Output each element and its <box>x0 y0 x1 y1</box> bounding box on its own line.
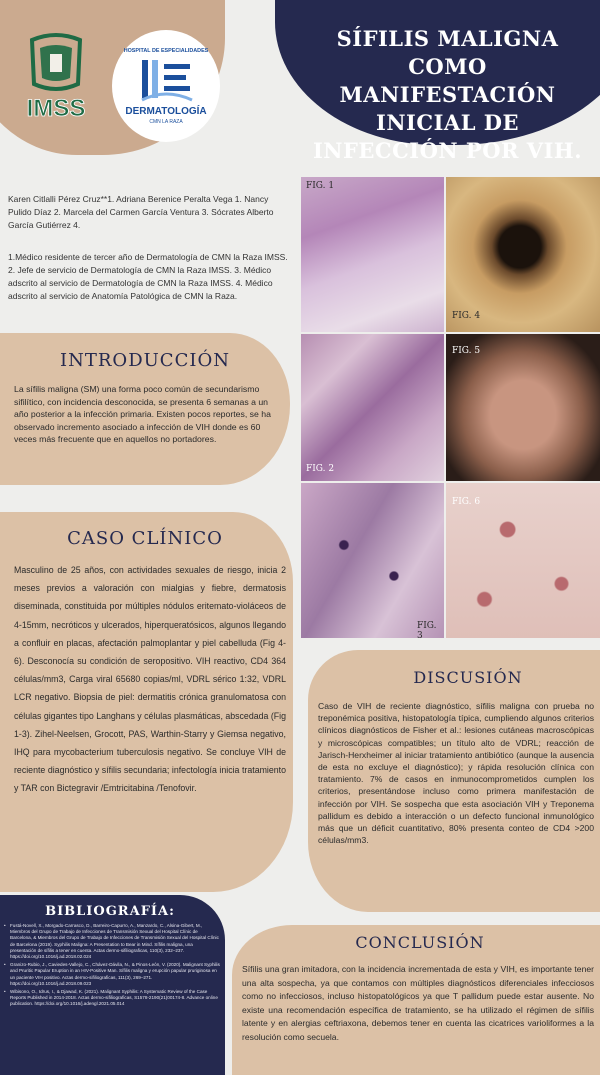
derm-logo-top-text: HOSPITAL DE ESPECIALIDADES <box>123 48 209 54</box>
derm-logo-main-text: DERMATOLOGÍA <box>125 106 207 117</box>
discusion-heading: DISCUSIÓN <box>413 668 523 687</box>
caso-clinico-heading: CASO CLÍNICO <box>67 528 223 549</box>
dermatologia-logo <box>112 30 220 142</box>
introduccion-heading: INTRODUCCIÓN <box>60 350 230 371</box>
figure-5-label: FIG. 5 <box>452 346 481 356</box>
conclusion-text: Sífilis una gran imitadora, con la incidencia incrementada de esta y VIH, es importante tener una alta sospecha, ya que contamos con múltiples diagnósticos diferenciales infecciosos como no infecciosos, incluso histopatológicos ya que T pallidum puede estar ausente. No existe una recomendación específica de tratamiento, se ha utilizado el régimen de sífilis latente y en alergias ceftriaxona, debemos tener en cuenta las cicatrices varioliformes a la resolución como secuela. <box>242 964 594 1042</box>
caso-clinico-text: Masculino de 25 años, con actividades sexuales de riesgo, inicia 2 meses previos a valoración con mialgias y fiebre, dermatosis diseminada, constituida por múltiples nódulos eritemato-violáceos de 4-15mm, necróticos y ulcerados, hiperqueratósicos, algunos llegando a confluir en placas, afectación palmoplantar y piel cabelluda (Fig 4-6). Desconocía su condición de seropositivo. VIH reactivo, CD4 364 células/mm3, Carga viral 65680 copias/ml, VDRL sérico 1:32, VDRL LCR negativo. Biopsia de piel: dermatitis crónica granulomatosa con células gigantes tipo Langhans y células plasmáticas, abscedada (Fig 1-3). Zihel-Neelsen, Grocott, PAS, Warthin-Starry y Giemsa negativo, IHQ para mycobacterium tuberculosis negativo. Se concluye VIH de reciente diagnóstico y sífilis secundaria; infectología inicia tratamiento y TAR con Bictegravir /Emtricitabina /Tenofovir. <box>14 565 286 794</box>
figure-3-label: FIG. 3 <box>417 621 437 638</box>
figure-3-histology <box>301 483 444 638</box>
reference-item: • Wibisono, O., Idrus, I., & Djawad, K. (2021). Malignant Syphilis: A Systematic Review of the Case Reports Published in 2014-2018. Actas dermo-sifiliograficas, S1578-2190(21)00174-8. Advance online publication. https://doi.org/10.1016/j.adengl.2021.05.014 <box>4 989 220 1008</box>
conclusion-heading: CONCLUSIÓN <box>355 933 485 952</box>
reference-item: • Fustá-Novell, X., Morgado-Carrasco, D., Barreiro-Capurro, A., Manzardo, C., Alsina-Gibert, M., Miembros del Grupo de Trabajo de Infecciones de Transmisión Sexual del Hospital Clínic de Barcelona, & Miembros del Grupo de Trabajo de Infecciones de Transmisión Sexual del Hospital Clínic de Barcelona (2019). Syphilis Maligna: A Presentation to Bear in Mind. Sífilis maligna, una presentación de sífilis a tener en cuenta. Actas dermo-sifiliograficas, 110(3), 232–237. https://doi.org/10.1016/j.ad.2018.02.024 <box>4 923 220 960</box>
authors: Karen Citlalli Pérez Cruz**1. Adriana Berenice Peralta Vega 1. Nancy Pulido Díaz 2. Marcela del Carmen García Ventura 3. Sócrates Alberto García Gutiérrez 4. <box>8 194 274 230</box>
imss-logo-text: IMSS <box>26 95 86 122</box>
bibliografia-heading: BIBLIOGRAFÍA: <box>45 904 175 919</box>
figure-2-histology <box>301 334 444 481</box>
derm-logo-sub-text: CMN LA RAZA <box>149 119 183 125</box>
reference-item: • Granizo-Rubio, J., Caviedes-Vallejo, C., Chávez-Dávila, N., & Pinos-León, V. (2020). Malignant Syphilis and Pruritic Papular Eruption in an HIV-Positive Man. Sífilis maligna y erupción papular pruriginosa en un paciente VIH positivo. Actas dermo-sifiliograficas, 111(3), 269–271. https://doi.org/10.1016/j.ad.2018.09.023 <box>4 962 220 987</box>
figure-6-label: FIG. 6 <box>452 497 481 507</box>
figure-2-label: FIG. 2 <box>306 464 335 474</box>
poster-title: SÍFILIS MALIGNA COMO MANIFESTACIÓN INICIAL DE INFECCIÓN POR VIH. <box>312 26 583 163</box>
figure-6-skin-photo <box>446 483 600 638</box>
bibliografia-list <box>4 923 220 1010</box>
introduccion-text: La sífilis maligna (SM) una forma poco común de secundarismo sifilítico, con incidencia desconocida, se presenta 6 semanas a un año posterior a la infección primaria. Existen pocos reportes, se ha observado incremento asociado a infección de VIH donde es 60 veces más frecuente que en aquellos no portadores. <box>14 384 271 444</box>
discusion-text: Caso de VIH de reciente diagnóstico, sífilis maligna con prueba no treponémica positiva, histopatología típica, cumpliendo algunos criterios clínicos diagnósticos de Fisher et al.: lesiones cutáneas macroscópicas y microscópicas compatibles; un título alto de VDRL; reacción de Jarisch-Herxheimer al iniciar tratamiento antibiótico (aunque la ausencia de esta no excluye el diagnóstico); y rápida resolución clínica con tratamiento. 7% de casos en inmunocomprometidos cumplen los criterios, presentándose incluso como primera manifestación de infección por VIH. Se sospecha que esta asociación VIH y Treponema pallidum es debido a interacción o un defecto funcional inmunológico más que un déficit cuantitativo, 80% presenta conteo de CD4 >200 células/mm3. <box>318 701 594 846</box>
figure-1-label: FIG. 1 <box>306 181 335 191</box>
imss-logo <box>10 32 102 127</box>
affiliations: 1.Médico residente de tercer año de Dermatología de CMN la Raza IMSS. 2. Jefe de servicio de Dermatología de CMN la Raza IMSS. 3. Médico adscrito al servicio de Dermatología de CMN la Raza IMSS. 4. Médico adscrito al servicio de Anatomía Patológica de CMN la Raza. <box>8 252 288 301</box>
figure-4-label: FIG. 4 <box>452 311 481 321</box>
figure-4-ulcer-photo <box>446 177 600 332</box>
figure-5-face-photo <box>446 334 600 481</box>
figure-1-histology <box>301 177 444 332</box>
